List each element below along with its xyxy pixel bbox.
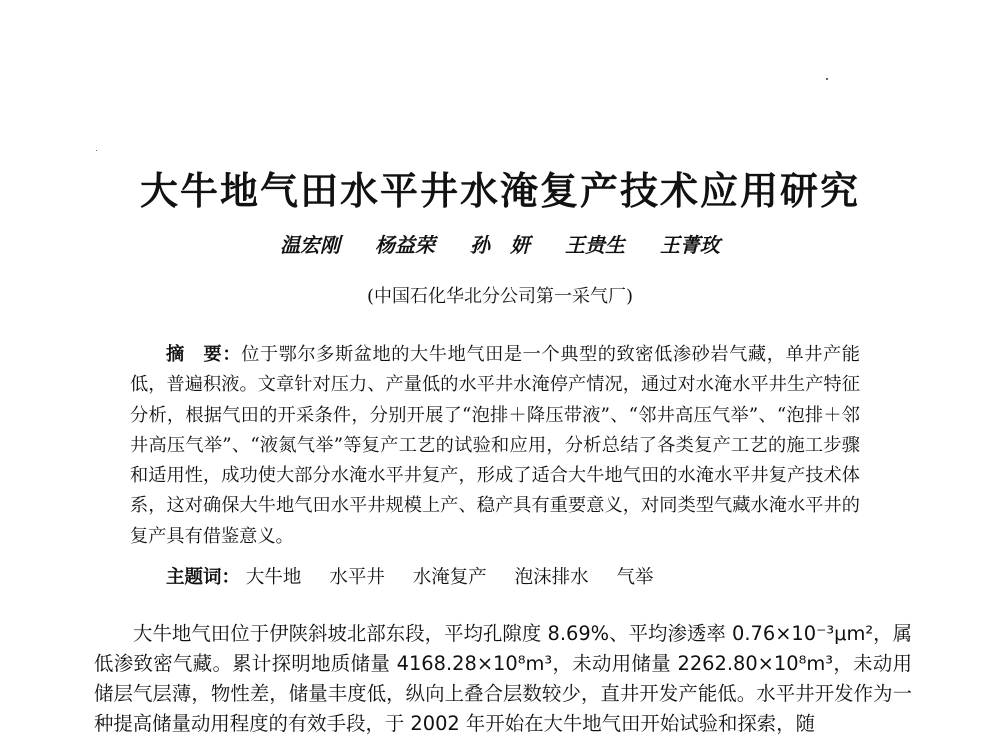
author-name: 王贵生	[564, 233, 625, 257]
body-text: 大牛地气田位于伊陕斜坡北部东段，平均孔隙度 8.69%、平均渗透率 0.76×10⁻³μm²，属低渗致密气藏。累计探明地质储量 4168.28×10⁸m³，未动用储量 2262.80×10⁸m³，未动用储层气层薄，物性差，储量丰度低，纵向上叠合层数较少，直井开发产能低。水平井开发作为一种提高储量动用程度的有效手段，于 2002 年开始在大牛地气田开始试验和探索，随	[94, 622, 912, 735]
affiliation: (中国石化华北分公司第一采气厂)	[366, 286, 634, 307]
abstract-text: 位于鄂尔多斯盆地的大牛地气田是一个典型的致密低渗砂岩气藏，单井产能低，普遍积液。文章针对压力、产量低的水平井水淹停产情况，通过对水淹水平井生产特征分析，根据气田的开采条件，分别开展了“泡排＋降压带液”、“邻井高压气举”、“泡排＋邻井高压气举”、“液氮气举”等复产工艺的试验和应用，分析总结了各类复产工艺的施工步骤和适用性，成功使大部分水淹水平井复产，形成了适合大牛地气田的水淹水平井复产技术体系，这对确保大牛地气田水平井规模上产、稳产具有重要意义，对同类型气藏水淹水平井的复产具有借鉴意义。	[130, 344, 860, 547]
keyword: 大牛地	[245, 567, 302, 588]
body-paragraph	[94, 619, 912, 739]
keywords-label: 主题词：	[166, 567, 241, 588]
abstract	[130, 340, 860, 552]
author-list	[0, 229, 1000, 258]
scan-speck	[96, 150, 97, 151]
abstract-label: 摘 要：	[166, 344, 242, 365]
keywords	[166, 563, 676, 589]
author-name: 温宏刚	[280, 233, 341, 257]
keyword: 泡沫排水	[514, 567, 589, 588]
author-name: 孙 妍	[470, 233, 530, 257]
keyword: 气举	[616, 567, 654, 588]
author-name: 王菁玫	[659, 233, 720, 257]
author-name: 杨益荣	[375, 233, 436, 257]
keyword: 水淹复产	[412, 567, 487, 588]
scan-speck	[826, 78, 828, 80]
paper-title: 大牛地气田水平井水淹复产技术应用研究	[139, 169, 860, 213]
keyword: 水平井	[329, 567, 385, 588]
